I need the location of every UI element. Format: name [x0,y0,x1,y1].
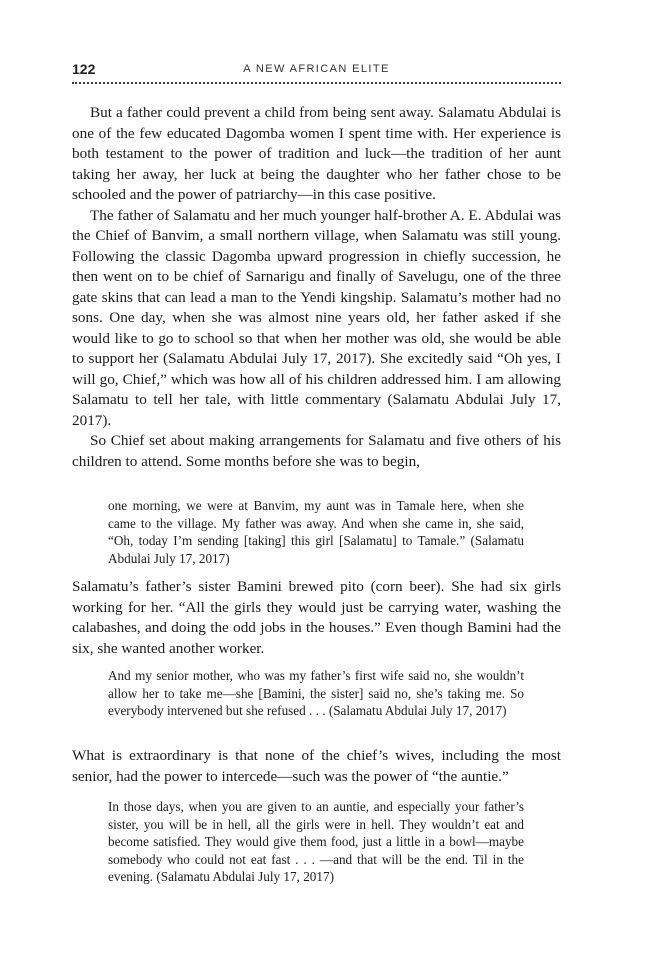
page-number: 122 [72,61,96,77]
body-paragraph: So Chief set about making arrangements for Salamatu and five others of his children to attend. Some months before she was to begin, [72,432,561,470]
block-quote [108,497,524,567]
block-quote [108,667,524,720]
block-quote [108,798,524,886]
body-section-1 [72,103,561,472]
body-paragraph: The father of Salamatu and her much younger half-brother A. E. Abdulai was the Chief of Banvim, a small northern village, when Salamatu was still young. Following the classic Dagomba upward progression in chiefly succession, he then went on to be chief of Sarnarigu and finally of Savelugu, one of the three gate skins that can lead a man to the Yendi kingship. Salamatu’s mother had no sons. One day, when she was almost nine years old, her father asked if she would like to go to school so that when her mother was old, she would be able to support her (Salamatu Abdulai July 17, 2017). She excitedly said “Oh yes, I will go, Chief,” which was how all of his children addressed him. I am allowing Salamatu to tell her tale, with little commentary (Salamatu Abdulai July 17, 2017). [72,206,561,429]
page-header [72,58,561,84]
quote-text: In those days, when you are given to an auntie, and especially your father’s sister, you will be in hell, all the girls were in hell. They wouldn’t eat and become satisfied. They would give them food, just a little in a bowl—maybe somebody who could not eat fast . . . —and that will be the end. Til in the evening. (Salamatu Abdulai July 17, 2017) [108,799,524,884]
body-paragraph: What is extraordinary is that none of the chief’s wives, including the most senior, had the power to intercede—such was the power of “the auntie.” [72,747,561,785]
body-paragraph: But a father could prevent a child from being sent away. Salamatu Abdulai is one of the few educated Dagomba women I spent time with. Her experience is both testament to the power of tradition and luck—the tradition of her aunt taking her away, her luck at being the daughter who her father chose to be schooled and the power of patriarchy—in this case positive. [72,104,561,203]
running-head: A NEW AFRICAN ELITE [243,63,390,75]
quote-text: And my senior mother, who was my father’s first wife said no, she wouldn’t allow her to take me—she [Bamini, the sister] said no, she’s taking me. So everybody intervened but she refused . . . (Salamatu Abdulai July 17, 2017) [108,668,524,718]
body-paragraph: Salamatu’s father’s sister Bamini brewed pito (corn beer). She had six girls working for her. “All the girls they would just be carrying water, washing the calabashes, and doing the odd jobs in the houses.” Even though Bamini had the six, she wanted another worker. [72,578,561,657]
body-section-3 [72,746,561,787]
quote-text: one morning, we were at Banvim, my aunt was in Tamale here, when she came to the village. My father was away. And when she came in, she said, “Oh, today I’m sending [taking] this girl [Salamatu] to Tamale.” (Salamatu Abdulai July 17, 2017) [108,498,524,566]
body-section-2 [72,577,561,659]
